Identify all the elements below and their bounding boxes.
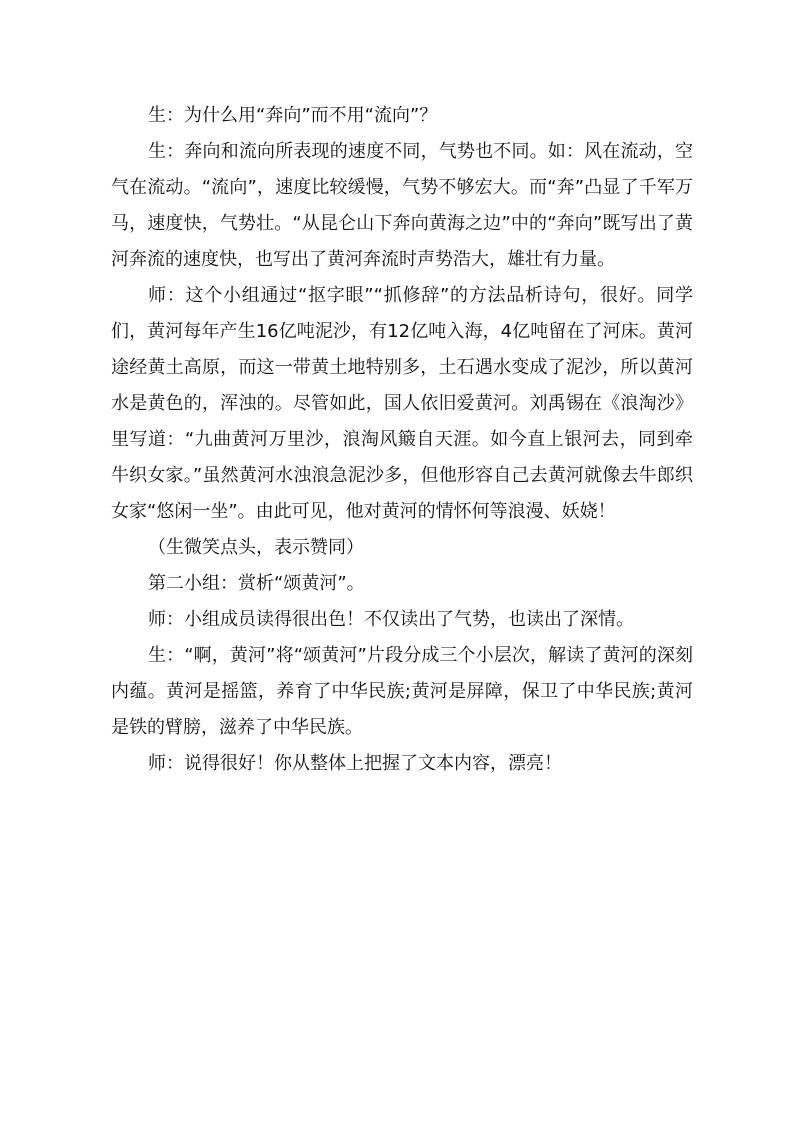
paragraph-teacher-praise: 师：小组成员读得很出色！不仅读出了气势，也读出了深情。 — [148, 609, 634, 630]
paragraph-teacher-closing: 师：说得很好！你从整体上把握了文本内容，漂亮！ — [148, 753, 562, 774]
paragraph-student-answer: 生：奔向和流向所表现的速度不同，气势也不同。如：风在流动，空气在流动。“流向”，速度比较缓慢，气势不够宏大。而“奔”凸显了千军万马，速度快，气势壮。“从昆仑山下奔向黄海之边”中的“奔向”既写出了黄河奔流的速度快，也写出了黄河奔流时声势浩大，雄壮有力量。 — [111, 141, 693, 270]
paragraph-student-question: 生：为什么用“奔向”而不用“流向”？ — [148, 105, 438, 126]
paragraph-stage-direction: （生微笑点头，表示赞同） — [148, 537, 364, 558]
document-body — [111, 98, 693, 782]
paragraph-teacher-commentary: 师：这个小组通过“抠字眼”“抓修辞”的方法品析诗句，很好。同学们，黄河每年产生16亿吨泥沙，有12亿吨入海，4亿吨留在了河床。黄河途经黄土高原，而这一带黄土地特别多，土石遇水变成了泥沙，所以黄河水是黄色的，浑浊的。尽管如此，国人依旧爱黄河。刘禹锡在《浪淘沙》里写道：“九曲黄河万里沙，浪淘风簸自天涯。如今直上银河去，同到牵牛织女家。”虽然黄河水浊浪急泥沙多，但他形容自己去黄河就像去牛郎织女家“悠闲一坐”。由此可见，他对黄河的情怀何等浪漫、妖娆！ — [111, 285, 693, 522]
paragraph-group-two-heading: 第二小组：赏析“颂黄河”。 — [148, 573, 365, 594]
paragraph-student-analysis: 生：“啊，黄河”将“颂黄河”片段分成三个小层次，解读了黄河的深刻内蕴。黄河是摇篮，养育了中华民族;黄河是屏障，保卫了中华民族;黄河是铁的臂膀，滋养了中华民族。 — [111, 645, 693, 738]
